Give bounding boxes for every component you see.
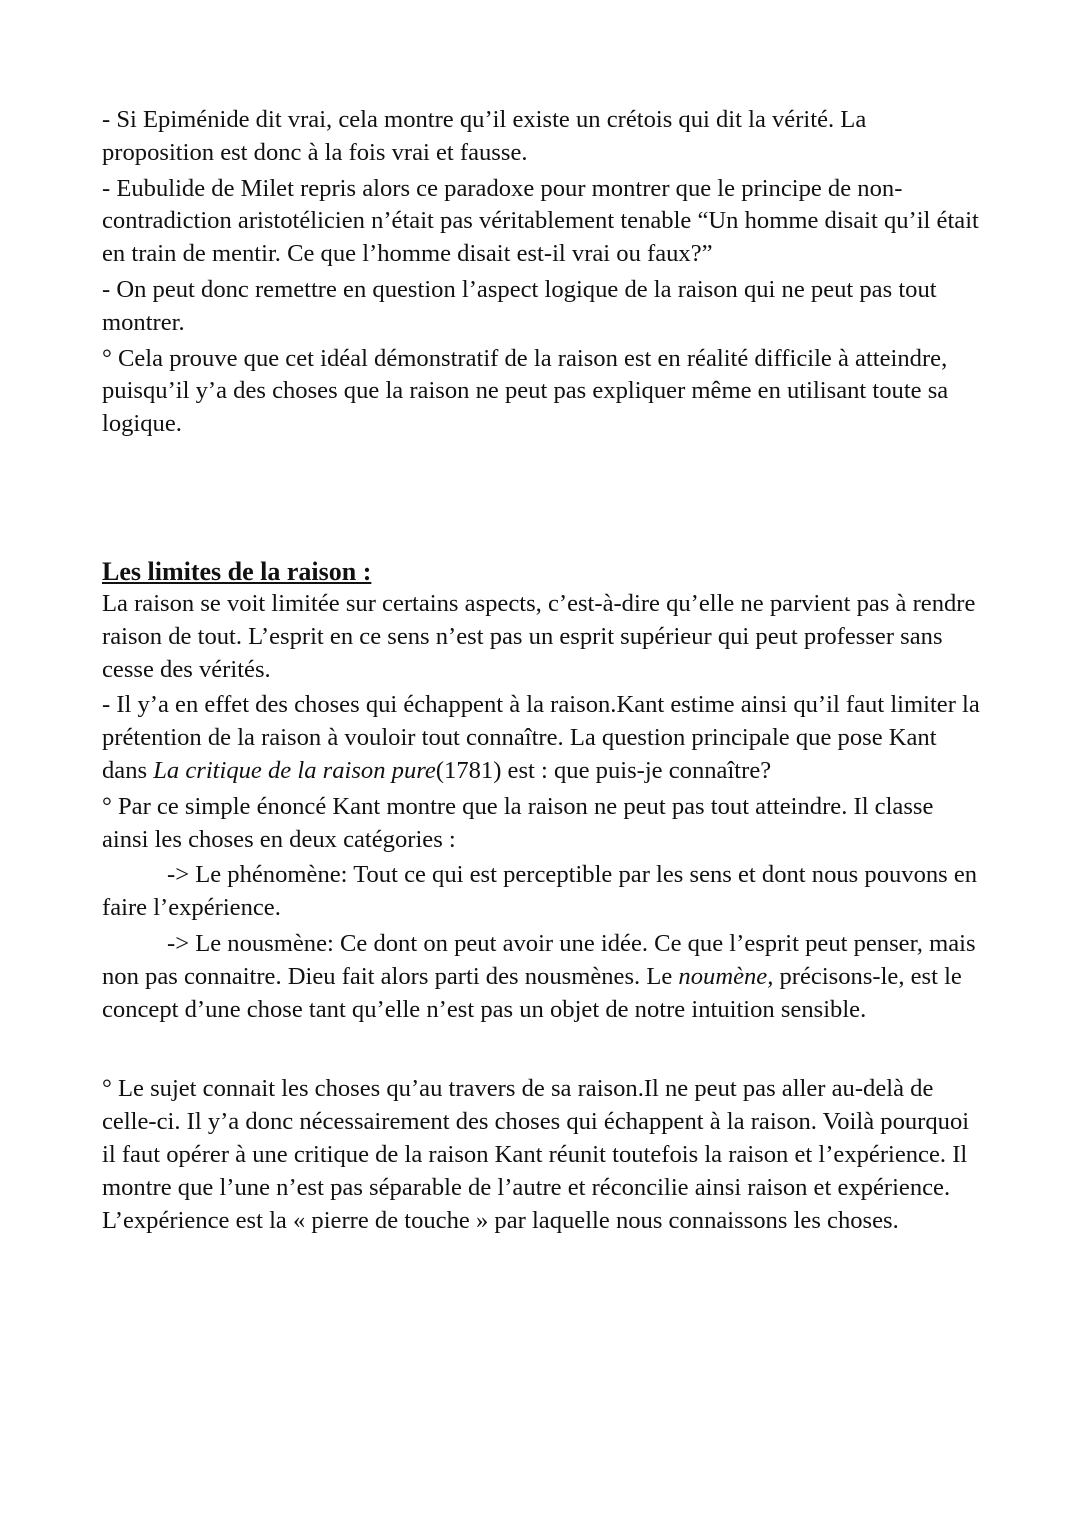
paragraph-categories: ° Par ce simple énoncé Kant montre que la raison ne peut pas tout atteindre. Il classe ainsi les choses en deux catégories : — [102, 792, 934, 853]
paragraph-conclusion: ° Le sujet connait les choses qu’au travers de sa raison.Il ne peut pas aller au-delà de celle-ci. Il y’a donc nécessairement des choses qui échappent à la raison. Voilà pourquoi il faut opérer à une critique de la raison Kant réunit toutefois la raison et l’expérience. Il montre que l’une n’est pas séparable de l’autre et réconcilie ainsi raison et expérience. L’expérience est la « pierre de touche » par laquelle nous connaissons les choses. — [102, 1075, 970, 1234]
paragraph-intro: La raison se voit limitée sur certains aspects, c’est-à-dire qu’elle ne parvient pas à rendre raison de tout. L’esprit en ce sens n’est pas un esprit supérieur qui peut professer sans cesse des vérités. — [102, 589, 976, 683]
paragraph-kant — [102, 689, 982, 787]
paragraph-eubulide: - Eubulide de Milet repris alors ce paradoxe pour montrer que le principe de non-contradiction aristotélicien n’était pas véritablement tenable “Un homme disait qu’il était en train de mentir. Ce que l’homme disait est-il vrai ou faux?” — [102, 174, 979, 268]
paragraph-epimenide: - Si Epiménide dit vrai, cela montre qu’il existe un crétois qui dit la vérité. La proposition est donc à la fois vrai et fausse. — [102, 106, 867, 166]
noumene-term: noumène, — [678, 962, 774, 990]
kant-text-before: - Il y’a en effet des choses qui échappent à la raison.Kant estime ainsi qu’il faut limiter la prétention de la raison à vouloir tout connaître. La question principale que pose Kant dans — [102, 691, 980, 784]
kant-text-after: (1781) est : que puis-je connaître? — [435, 756, 772, 784]
noumene-text-after: précisons-le, est le concept d’une chose tant qu’elle n’est pas un objet de notre intuition sensible. — [102, 962, 962, 1023]
spacer — [102, 444, 982, 556]
spacer — [102, 1029, 982, 1073]
document-page — [102, 104, 982, 1240]
paragraph-logique: - On peut donc remettre en question l’aspect logique de la raison qui ne peut pas tout montrer. — [102, 275, 937, 336]
book-title: La critique de la raison pure — [153, 756, 436, 784]
paragraph-ideal-demonstratif: ° Cela prouve que cet idéal démonstratif de la raison est en réalité difficile à atteindre, puisqu’il y’a des choses que la raison ne peut pas expliquer même en utilisant toute sa logique. — [102, 344, 949, 438]
paragraph-phenomene: -> Le phénomène: Tout ce qui est perceptible par les sens et dont nous pouvons en faire l’expérience. — [102, 861, 978, 922]
noumene-text-before: -> Le nousmène: Ce dont on peut avoir une idée. Ce que l’esprit peut penser, mais non pas connaitre. Dieu fait alors parti des nousmènes. Le — [102, 929, 976, 990]
section-heading: Les limites de la raison : — [102, 556, 372, 586]
paragraph-noumene — [102, 928, 982, 1026]
